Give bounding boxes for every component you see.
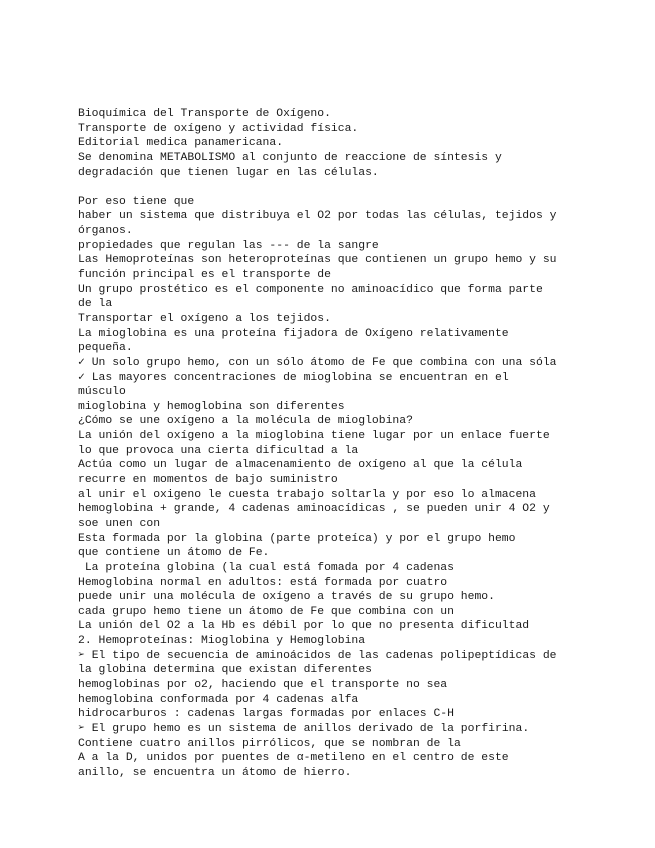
- document-line: músculo: [78, 386, 126, 399]
- document-line: puede unir una molécula de oxígeno a través de su grupo hemo.: [78, 591, 495, 604]
- document-line: Un grupo prostético es el componente no aminoacídico que forma parte: [78, 283, 543, 296]
- document-line: hemoglobina conformada por 4 cadenas alfa: [78, 693, 359, 706]
- document-line: ✓ Las mayores concentraciones de mioglobina se encuentran en el: [78, 371, 509, 384]
- document-line: mioglobina y hemoglobina son diferentes: [78, 400, 345, 413]
- document-line: ¿Cómo se une oxígeno a la molécula de mioglobina?: [78, 415, 413, 428]
- document-line: ✓ Un solo grupo hemo, con un sólo átomo de Fe que combina con una sóla: [78, 356, 557, 369]
- document-body-text: [78, 107, 638, 780]
- document-line: función principal es el transporte de: [78, 269, 331, 282]
- document-line: de la: [78, 298, 113, 311]
- document-line: La mioglobina es una proteína fijadora de Oxígeno relativamente: [78, 327, 509, 340]
- document-line: Hemoglobina normal en adultos: está formada por cuatro: [78, 576, 448, 589]
- document-line: ➢ El tipo de secuencia de aminoácidos de las cadenas polipeptídicas de: [78, 649, 557, 662]
- document-line: Las Hemoproteínas son heteroproteínas que contienen un grupo hemo y su: [78, 254, 557, 267]
- document-line: cada grupo hemo tiene un átomo de Fe que combina con un: [78, 605, 454, 618]
- document-line: haber un sistema que distribuya el O2 por todas las células, tejidos y: [78, 210, 557, 223]
- document-line: que contiene un átomo de Fe.: [78, 547, 270, 560]
- document-line: hidrocarburos : cadenas largas formadas por enlaces C-H: [78, 708, 454, 721]
- document-line: hemoglobinas por o2, haciendo que el transporte no sea: [78, 678, 448, 691]
- document-line: degradación que tienen lugar en las células.: [78, 166, 379, 179]
- document-line: [78, 180, 638, 195]
- document-line: la globina determina que existan diferentes: [78, 664, 372, 677]
- document-line: A a la D, unidos por puentes de α-metileno en el centro de este: [78, 752, 509, 765]
- document-line: Actúa como un lugar de almacenamiento de oxígeno al que la célula: [78, 459, 523, 472]
- document-line: Contiene cuatro anillos pirrólicos, que se nombran de la: [78, 737, 461, 750]
- document-line: órganos.: [78, 225, 133, 238]
- document-line: Bioquímica del Transporte de Oxígeno.: [78, 108, 331, 120]
- document-line: soe unen con: [78, 517, 161, 530]
- document-line: anillo, se encuentra un átomo de hierro.: [78, 766, 352, 779]
- document-line: Editorial medica panamericana.: [78, 137, 284, 150]
- document-line: lo que provoca una cierta dificultad a la: [78, 444, 359, 457]
- document-line: al unir el oxigeno le cuesta trabajo soltarla y por eso lo almacena: [78, 488, 536, 501]
- document-line: propiedades que regulan las --- de la sangre: [78, 239, 379, 252]
- document-line: Transporte de oxígeno y actividad física.: [78, 122, 359, 135]
- document-line: Esta formada por la globina (parte proteíca) y por el grupo hemo: [78, 532, 516, 545]
- document-line: La unión del oxígeno a la mioglobina tiene lugar por un enlace fuerte: [78, 430, 550, 443]
- document-line: pequeña.: [78, 342, 133, 355]
- document-line: hemoglobina + grande, 4 cadenas aminoacídicas , se pueden unir 4 O2 y: [78, 503, 550, 516]
- document-line: Se denomina METABOLISMO al conjunto de reaccione de síntesis y: [78, 151, 502, 164]
- document-line: Transportar el oxígeno a los tejidos.: [78, 312, 331, 325]
- document-line: Por eso tiene que: [78, 195, 195, 208]
- document-line: recurre en momentos de bajo suministro: [78, 474, 338, 487]
- document-line: La proteína globina (la cual está fomada por 4 cadenas: [78, 561, 454, 574]
- document-line: 2. Hemoproteínas: Mioglobina y Hemoglobina: [78, 635, 366, 648]
- document-line: ➢ El grupo hemo es un sistema de anillos derivado de la porfirina.: [78, 722, 530, 735]
- document-line: La unión del O2 a la Hb es débil por lo que no presenta dificultad: [78, 620, 530, 633]
